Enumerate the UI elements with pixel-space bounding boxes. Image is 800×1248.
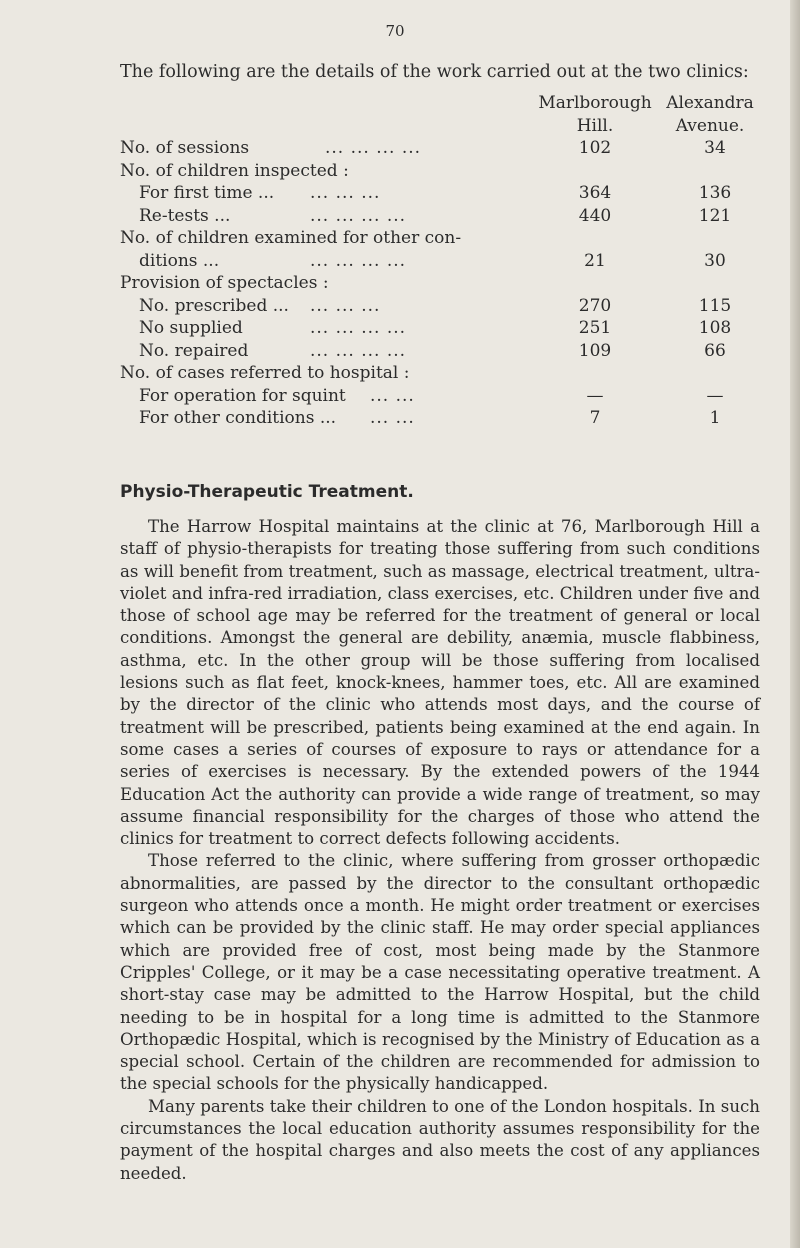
value-marlborough: 440 bbox=[578, 205, 612, 226]
table-row bbox=[120, 362, 760, 385]
leader-dots: ... ... ... bbox=[310, 183, 381, 203]
value-alexandra: 136 bbox=[698, 183, 732, 203]
row-label: No. prescribed ... bbox=[139, 295, 289, 316]
value-alexandra: 108 bbox=[698, 318, 732, 338]
row-label: No supplied bbox=[139, 318, 243, 338]
table-row bbox=[120, 137, 760, 160]
body-text bbox=[120, 516, 760, 1185]
value-alexandra: 115 bbox=[698, 295, 732, 316]
value-marlborough: 364 bbox=[578, 183, 612, 203]
row-label: No. of sessions bbox=[120, 138, 250, 158]
leader-dots: ... ... ... ... bbox=[310, 205, 407, 226]
value-alexandra: 1 bbox=[709, 408, 721, 428]
column-header-alexandra: Alexandra Avenue. bbox=[666, 93, 754, 136]
table-row bbox=[120, 272, 760, 295]
row-label: No. of cases referred to hospital : bbox=[120, 363, 410, 383]
page-number: 70 bbox=[385, 22, 405, 40]
table-header bbox=[120, 92, 760, 137]
leader-dots: ... ... bbox=[370, 385, 415, 406]
value-marlborough: 270 bbox=[578, 295, 612, 316]
value-marlborough: 102 bbox=[578, 138, 612, 158]
table-row bbox=[120, 317, 760, 340]
value-marlborough: — bbox=[586, 385, 604, 406]
table-body bbox=[120, 137, 760, 430]
leader-dots: ... ... ... ... bbox=[325, 138, 422, 158]
value-marlborough: 7 bbox=[589, 408, 601, 428]
row-label: ditions ... bbox=[139, 250, 220, 271]
section-heading: Physio-Therapeutic Treatment. bbox=[120, 482, 414, 502]
table-row bbox=[120, 182, 760, 205]
value-alexandra: 34 bbox=[704, 138, 726, 158]
leader-dots: ... ... ... ... bbox=[310, 318, 407, 338]
row-label: No. of children examined for other con- bbox=[120, 228, 462, 248]
table-row bbox=[120, 407, 760, 430]
row-label: For other conditions ... bbox=[139, 408, 337, 428]
paragraph: Those referred to the clinic, where suffering from grosser orthopædic abnormalities, are passed by the director to the consultant orthopædic surgeon who attends once a month. He might order treatment or exercises which can be provided by the clinic staff. He may order special appliances which are provided free of cost, most being made by the Stanmore Cripples' College, or it may be a case necessitating operative treatment. A short-stay case may be admitted to the Harrow Hospital, but the child needing to be in hospital for a long time is admitted to the Stanmore Orthopædic Hospital, which is recognised by the Ministry of Education as a special school. Certain of the children are recommended for admission to the special schools for the physically handicapped. bbox=[120, 851, 760, 1094]
leader-dots: ... ... ... ... bbox=[310, 340, 407, 361]
column-header-marlborough: Marlborough Hill. bbox=[538, 93, 652, 136]
value-marlborough: 251 bbox=[578, 318, 612, 338]
table-row bbox=[120, 250, 760, 273]
row-label: For first time ... bbox=[139, 183, 275, 203]
value-alexandra: 30 bbox=[704, 250, 726, 271]
leader-dots: ... ... bbox=[370, 408, 415, 428]
paragraph: Many parents take their children to one of the London hospitals. In such circumstances the local education authority assumes responsibility for the payment of the hospital charges and also meets the cost of any appliances needed. bbox=[120, 1096, 760, 1183]
value-alexandra: 66 bbox=[704, 340, 726, 361]
leader-dots: ... ... ... ... bbox=[310, 250, 407, 271]
row-label: Provision of spectacles : bbox=[120, 273, 329, 293]
page-edge-shadow bbox=[790, 0, 800, 1248]
row-label: For operation for squint bbox=[139, 385, 346, 406]
row-label: Re-tests ... bbox=[139, 205, 231, 226]
value-alexandra: 121 bbox=[698, 205, 732, 226]
value-marlborough: 109 bbox=[578, 340, 612, 361]
intro-text: The following are the details of the work carried out at the two clinics: bbox=[120, 62, 749, 82]
table-row bbox=[120, 227, 760, 250]
table-row bbox=[120, 160, 760, 183]
table-row bbox=[120, 205, 760, 228]
clinic-statistics-table bbox=[120, 92, 760, 430]
table-row bbox=[120, 385, 760, 408]
paragraph: The Harrow Hospital maintains at the clinic at 76, Marlborough Hill a staff of physio-therapists for treating those suffering from such conditions as will benefit from treatment, such as massage, electrical treatment, ultra-violet and infra-red irradiation, class exercises, etc. Children under five and those of school age may be referred for the treatment of general or local conditions. Amongst the general are debility, anæmia, muscle flabbiness, asthma, etc. In the other group will be those suffering from localised lesions such as flat feet, knock-knees, hammer toes, etc. All are examined by the director of the clinic who attends most days, and the course of treatment will be prescribed, patients being examined at the end again. In some cases a series of courses of exposure to rays or attendance for a series of exercises is necessary. By the extended powers of the 1944 Education Act the authority can provide a wide range of treatment, so may assume financial responsibility for the charges of those who attend the clinics for treatment to correct defects following accidents. bbox=[120, 517, 760, 849]
row-label: No. of children inspected : bbox=[120, 160, 349, 181]
row-label: No. repaired bbox=[139, 340, 249, 361]
value-marlborough: 21 bbox=[584, 250, 606, 271]
table-row bbox=[120, 295, 760, 318]
value-alexandra: — bbox=[706, 385, 724, 406]
leader-dots: ... ... ... bbox=[310, 295, 381, 316]
table-row bbox=[120, 340, 760, 363]
